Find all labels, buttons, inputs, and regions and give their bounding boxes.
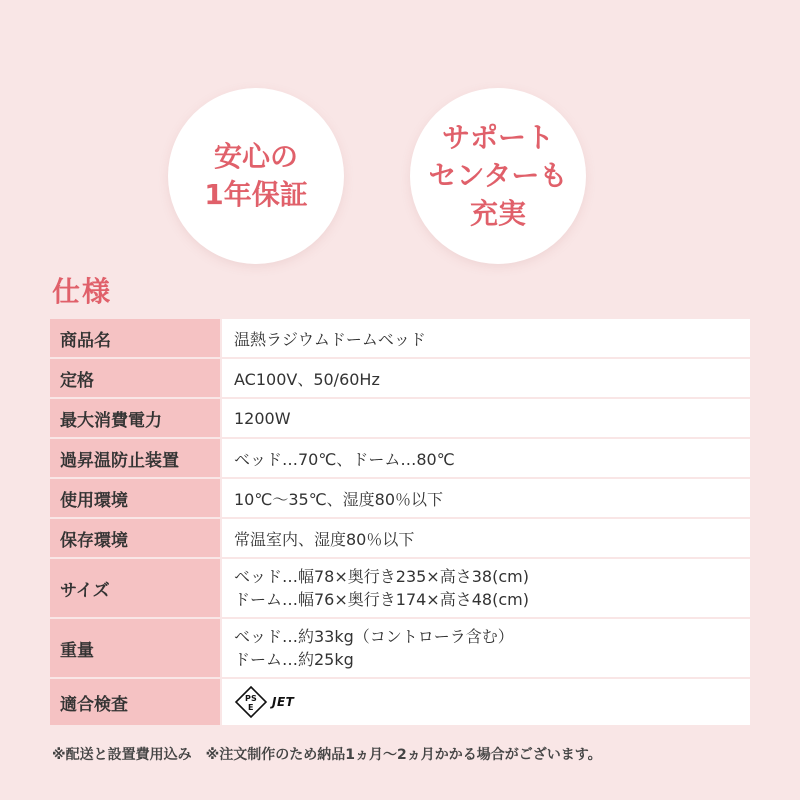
spec-row-power — [50, 399, 750, 437]
spec-value: 1200W — [220, 399, 750, 437]
spec-value — [220, 559, 750, 617]
pse-diamond-icon — [234, 685, 268, 719]
spec-row-weight — [50, 619, 750, 677]
spec-row-rating — [50, 359, 750, 397]
spec-label: 商品名 — [50, 319, 220, 357]
spec-value — [220, 619, 750, 677]
spec-label: 重量 — [50, 619, 220, 677]
spec-row-product-name — [50, 319, 750, 357]
svg-text:S: S — [251, 694, 257, 703]
spec-table — [50, 317, 750, 727]
spec-label: 過昇温防止装置 — [50, 439, 220, 477]
spec-label: 定格 — [50, 359, 220, 397]
spec-row-overheat — [50, 439, 750, 477]
spec-row-storage-env — [50, 519, 750, 557]
footnote: ※配送と設置費用込み ※注文制作のため納品1ヵ月〜2ヵ月かかる場合がございます。 — [52, 747, 602, 763]
section-title: 仕様 — [52, 275, 113, 308]
spec-value-text: ベッド…約33kg（コントローラ含む） ドーム…約25kg — [234, 627, 514, 669]
spec-label: 適合検査 — [50, 679, 220, 725]
spec-row-size — [50, 559, 750, 617]
spec-value: 温熱ラジウムドームベッド — [220, 319, 750, 357]
spec-value-text: ベッド…幅78×奥行き235×高さ38(cm) ドーム…幅76×奥行き174×高さ48(cm) — [234, 567, 529, 609]
spec-label: 最大消費電力 — [50, 399, 220, 437]
spec-label: 使用環境 — [50, 479, 220, 517]
spec-label: 保存環境 — [50, 519, 220, 557]
spec-value — [220, 679, 750, 725]
spec-row-operating-env — [50, 479, 750, 517]
certification-mark — [234, 685, 750, 719]
svg-text:E: E — [248, 703, 254, 712]
guarantee-badge: 安心の 1年保証 — [168, 88, 344, 264]
spec-value: 常温室内、湿度80％以下 — [220, 519, 750, 557]
spec-label: サイズ — [50, 559, 220, 617]
spec-row-certification — [50, 679, 750, 725]
support-badge: サポート センターも 充実 — [410, 88, 586, 264]
svg-text:P: P — [245, 694, 251, 703]
spec-value: ベッド…70℃、ドーム…80℃ — [220, 439, 750, 477]
jet-mark-text: JET — [272, 695, 295, 709]
spec-value: 10℃〜35℃、湿度80％以下 — [220, 479, 750, 517]
spec-value: AC100V、50/60Hz — [220, 359, 750, 397]
